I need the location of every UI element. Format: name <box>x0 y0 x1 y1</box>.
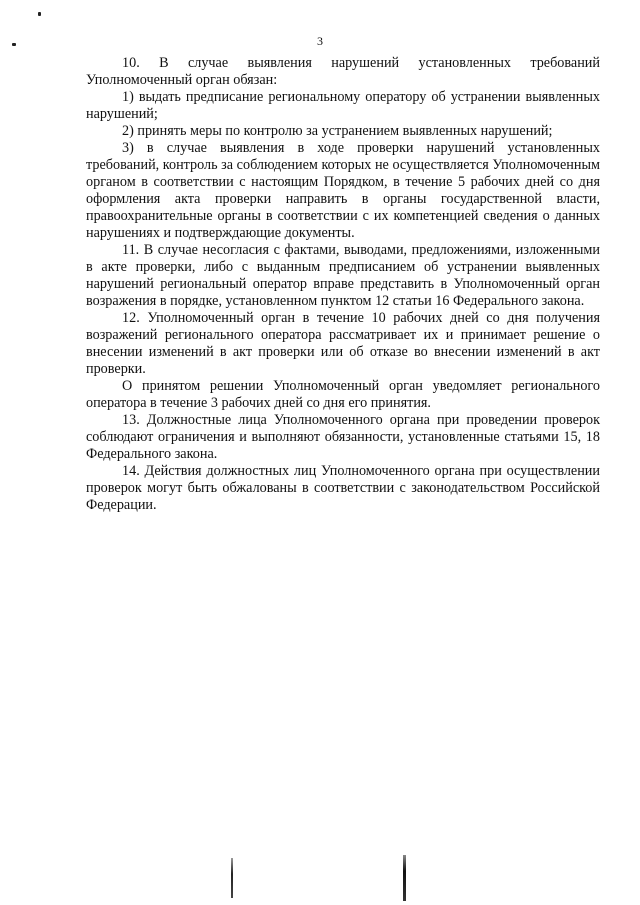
paragraph-10-item-2: 2) принять меры по контролю за устранением выявленных нарушений; <box>122 123 553 139</box>
paragraph-10: 10. В случае выявления нарушений установленных требований Уполномоченный орган обязан: <box>86 55 600 88</box>
paragraph-14: 14. Действия должностных лиц Уполномоченного органа при осуществлении проверок могут быть обжалованы в соответствии с законодательством Российской Федерации. <box>86 463 600 513</box>
paragraph-12: 12. Уполномоченный орган в течение 10 рабочих дней со дня получения возражений регионального оператора рассматривает их и принимает решение о внесении изменений в акт проверки или об отказе во внесении изменений в акт проверки. <box>86 310 600 377</box>
scan-speck <box>38 12 41 16</box>
paragraph-11: 11. В случае несогласия с фактами, выводами, предложениями, изложенными в акте проверки, либо с выданным предписанием об устранении выявленных нарушений региональный оператор вправе представить в Уполномоченный орган возражения в порядке, установленном пунктом 12 статьи 16 Федерального закона. <box>86 242 600 309</box>
paragraph-10-item-3: 3) в случае выявления в ходе проверки нарушений установленных требований, контроль за соблюдением которых не осуществляется Уполномоченным органом в соответствии с настоящим Порядком, в течение 5 рабочих дней со дня оформления акта проверки направить в органы государственной власти, правоохранительные органы в соответствии с их компетенцией сведения о данных нарушениях и подтверждающие документы. <box>86 140 600 241</box>
paragraph-13: 13. Должностные лица Уполномоченного органа при проведении проверок соблюдают ограничения и выполняют обязанности, установленные статьями 15, 18 Федерального закона. <box>86 412 600 462</box>
paragraph-12-notice: О принятом решении Уполномоченный орган уведомляет регионального оператора в течение 3 рабочих дней со дня его принятия. <box>86 378 600 411</box>
page-number: 3 <box>317 34 323 48</box>
binding-stitch-mark <box>403 855 406 901</box>
paragraph-10-item-1: 1) выдать предписание региональному оператору об устранении выявленных нарушений; <box>86 89 600 122</box>
document-body <box>86 55 600 514</box>
binding-stitch-mark <box>231 858 233 898</box>
